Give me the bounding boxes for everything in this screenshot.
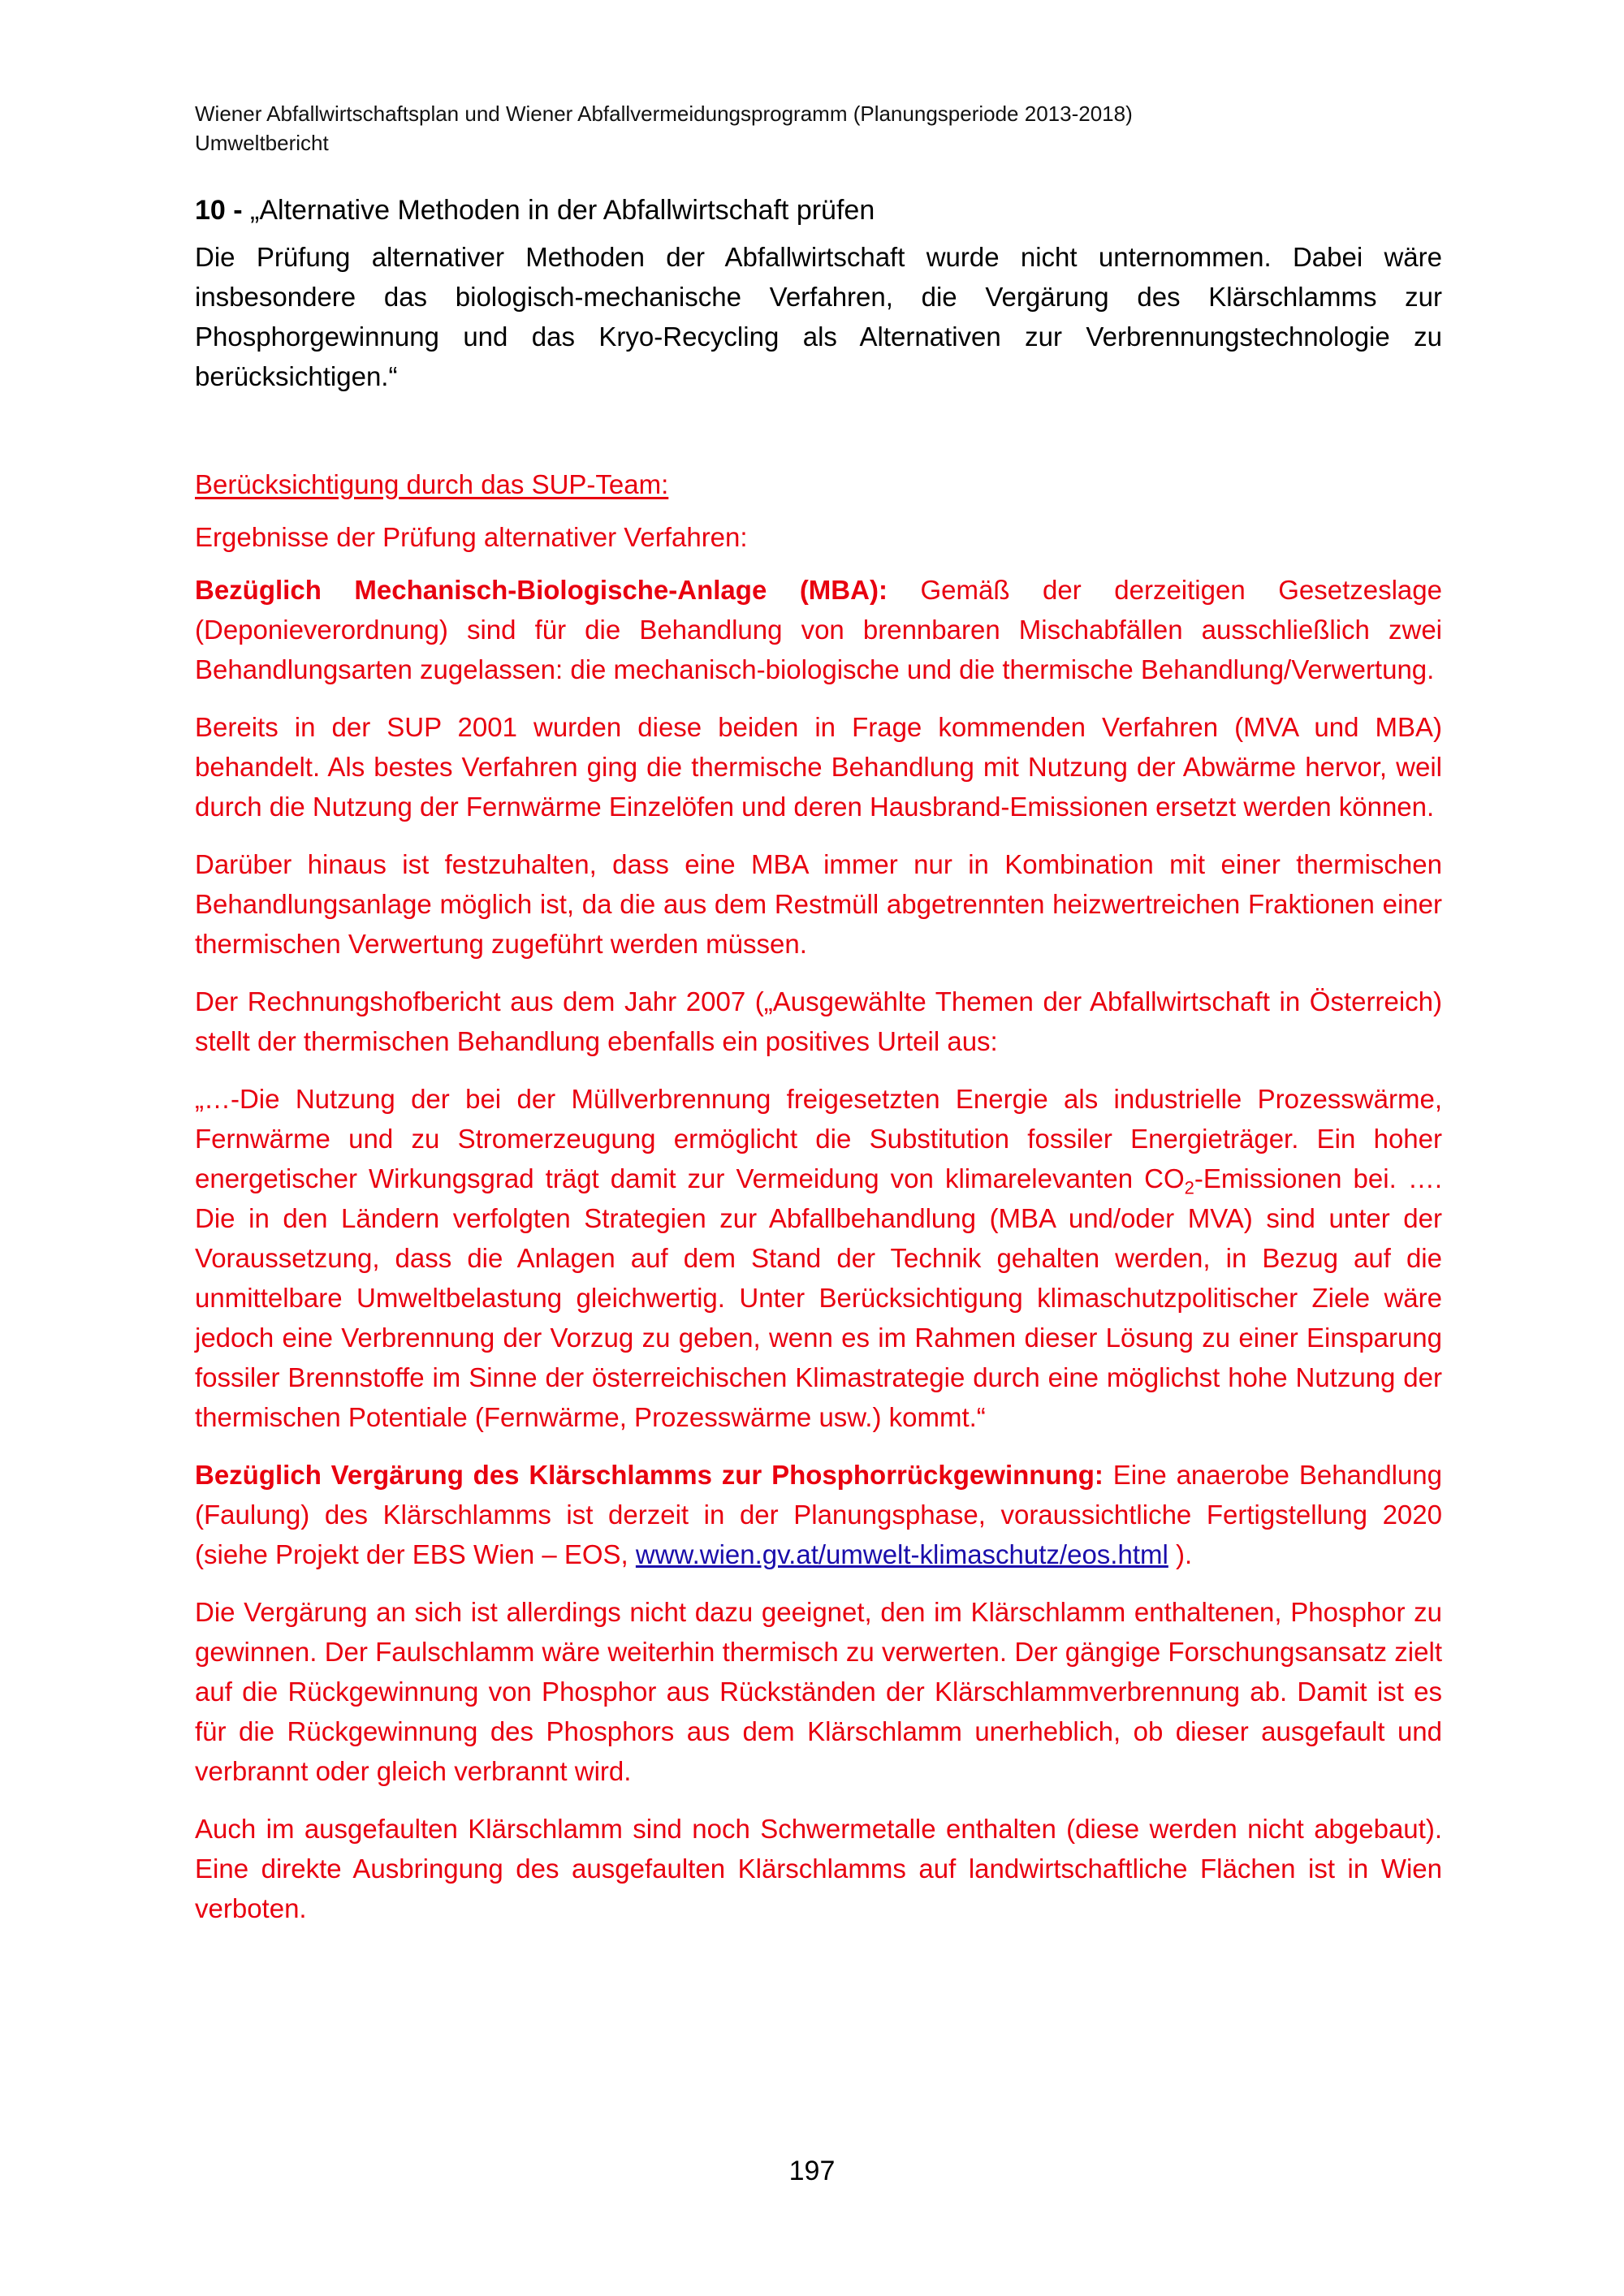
quoted-statement: Die Prüfung alternativer Methoden der Abfallwirtschaft wurde nicht unternommen. Dabei wäre insbesondere das biologisch-mechanische Verfahren, die Vergärung des Klärschlamms zur Phosphorgewinnung und das Kryo-Recycling als Alternativen zur Verbrennungstechnologie zu berücksichtigen.“ (195, 242, 1442, 391)
response-heading: Berücksichtigung durch das SUP-Team: (195, 469, 669, 499)
paragraph-mba-combination: Darüber hinaus ist festzuhalten, dass eine MBA immer nur in Kombination mit einer thermischen Behandlungsanlage möglich ist, da die aus dem Restmüll abgetrennten heizwertreichen Fraktionen einer thermischen Verwertung zugeführt werden müssen. (195, 849, 1442, 959)
section-title: „Alternative Methoden in der Abfallwirtschaft prüfen (242, 195, 875, 226)
paragraph-vergaerung-text: Eine anaerobe Behandlung (Faulung) des Klärschlamms ist derzeit in der Planungsphase, voraussichtliche Fertigstellung 2020 (siehe Projekt der EBS Wien – EOS, (195, 1460, 1442, 1569)
paragraph-vergaerung (195, 1455, 1442, 1574)
header-subtitle: Umweltbericht (195, 131, 329, 155)
paragraph-vergaerung-end: ). (1168, 1539, 1193, 1569)
paragraph-mba (195, 570, 1442, 689)
page-content (195, 99, 1442, 1946)
eos-link[interactable]: www.wien.gv.at/umwelt-klimaschutz/eos.html (635, 1539, 1168, 1569)
spacer (195, 414, 1442, 464)
paragraph-phosphor: Die Vergärung an sich ist allerdings nicht dazu geeignet, den im Klärschlamm enthaltenen, Phosphor zu gewinnen. Der Faulschlamm wäre weiterhin thermisch zu verwerten. Der gängige Forschungsansatz zielt auf die Rückgewinnung von Phosphor aus Rückständen der Klärschlammverbrennung ab. Damit ist es für die Rückgewinnung des Phosphors aus dem Klärschlamm unerheblich, ob dieser ausgefault und verbrannt oder gleich verbrannt wird. (195, 1597, 1442, 1786)
paragraph-quote-part2: -Emissionen bei. …. Die in den Ländern verfolgten Strategien zur Abfallbehandlung (MBA und/oder MVA) sind unter der Voraussetzung, dass die Anlagen auf dem Stand der Technik gehalten werden, in Bezug auf die unmittelbare Umweltbelastung gleichwertig. Unter Berücksichtigung klimaschutzpolitischer Ziele wäre jedoch eine Verbrennung der Vorzug zu geben, wenn es im Rahmen dieser Lösung zu einer Einsparung fossiler Brennstoffe im Sinne der österreichischen Klimastrategie durch eine möglichst hohe Nutzung der thermischen Potentiale (Fernwärme, Prozesswärme usw.) kommt.“ (195, 1163, 1442, 1432)
running-header (195, 99, 1442, 158)
paragraph-rechnungshof: Der Rechnungshofbericht aus dem Jahr 2007 („Ausgewählte Themen der Abfallwirtschaft in Österreich) stellt der thermischen Behandlung ebenfalls ein positives Urteil aus: (195, 986, 1442, 1056)
paragraph-quote (195, 1079, 1442, 1437)
section-heading (195, 190, 1442, 231)
paragraph-mba-lead: Bezüglich Mechanisch-Biologische-Anlage (MBA): (195, 575, 888, 605)
paragraph-vergaerung-lead: Bezüglich Vergärung des Klärschlamms zur Phosphorrückgewinnung: (195, 1460, 1104, 1490)
co2-subscript: 2 (1184, 1177, 1194, 1198)
paragraph-sup-2001: Bereits in der SUP 2001 wurden diese beiden in Frage kommenden Verfahren (MVA und MBA) behandelt. Als bestes Verfahren ging die thermische Behandlung mit Nutzung der Abwärme hervor, weil durch die Nutzung der Fernwärme Einzelöfen und deren Hausbrand-Emissionen ersetzt werden können. (195, 712, 1442, 822)
paragraph-mba-text: Gemäß der derzeitigen Gesetzeslage (Deponieverordnung) sind für die Behandlung von brennbaren Mischabfällen ausschließlich zwei Behandlungsarten zugelassen: die mechanisch-biologische und die thermische Behandlung/Verwertung. (195, 575, 1442, 684)
header-title: Wiener Abfallwirtschaftsplan und Wiener Abfallvermeidungsprogramm (Planungsperiode 2013-2018) (195, 101, 1133, 126)
response-subheading: Ergebnisse der Prüfung alternativer Verfahren: (195, 522, 748, 552)
paragraph-schwermetalle: Auch im ausgefaulten Klärschlamm sind noch Schwermetalle enthalten (diese werden nicht abgebaut). Eine direkte Ausbringung des ausgefaulten Klärschlamms auf landwirtschaftliche Flächen ist in Wien verboten. (195, 1814, 1442, 1923)
section-number: 10 - (195, 195, 243, 226)
page-number: 197 (788, 2156, 836, 2186)
paragraph-quote-part1: „…-Die Nutzung der bei der Müllverbrennung freigesetzten Energie als industrielle Prozesswärme, Fernwärme und zu Stromerzeugung ermöglicht die Substitution fossiler Energieträger. Ein hoher energetischer Wirkungsgrad trägt damit zur Vermeidung von klimarelevanten CO (195, 1084, 1442, 1193)
